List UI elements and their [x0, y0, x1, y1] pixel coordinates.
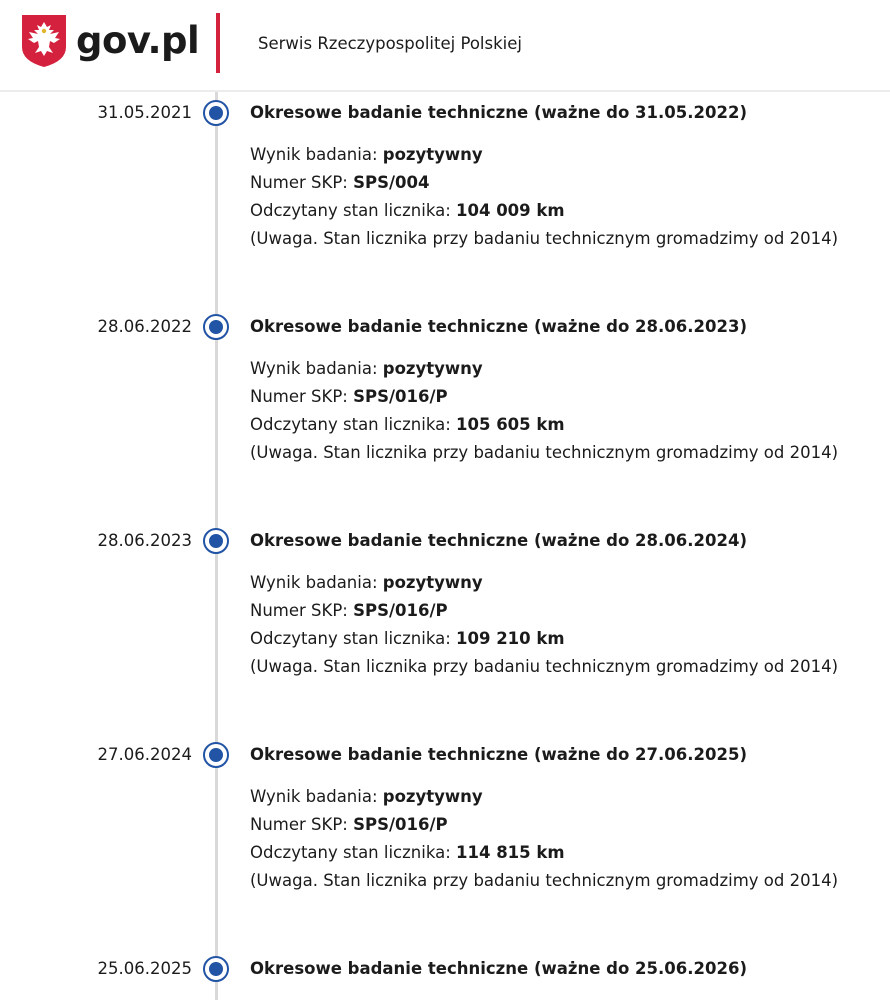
- timeline-entry: [0, 743, 890, 953]
- result-label: Wynik badania:: [250, 787, 383, 806]
- odometer-label: Odczytany stan licznika:: [250, 843, 457, 862]
- skp-value: SPS/016/P: [353, 601, 448, 620]
- odometer-note: (Uwaga. Stan licznika przy badaniu technicznym gromadzimy od 2014): [250, 871, 839, 890]
- odometer-label: Odczytany stan licznika:: [250, 415, 457, 434]
- header-divider: [216, 13, 220, 73]
- skp-value: SPS/016/P: [353, 815, 448, 834]
- timeline-dot-icon: [203, 100, 229, 126]
- result-label: Wynik badania:: [250, 145, 383, 164]
- entry-details: [250, 569, 838, 681]
- odometer-note: (Uwaga. Stan licznika przy badaniu technicznym gromadzimy od 2014): [250, 657, 839, 676]
- entry-details: [250, 783, 838, 895]
- result-label: Wynik badania:: [250, 359, 383, 378]
- entry-date: 25.06.2025: [97, 959, 192, 978]
- odometer-value: 114 815 km: [456, 843, 565, 862]
- odometer-label: Odczytany stan licznika:: [250, 629, 457, 648]
- odometer-value: 104 009 km: [456, 201, 565, 220]
- timeline-entry: [0, 529, 890, 739]
- gov-pl-logo[interactable]: gov.pl: [76, 19, 200, 62]
- entry-title: Okresowe badanie techniczne (ważne do 28.06.2023): [250, 317, 747, 336]
- timeline-entry: [0, 101, 890, 311]
- entry-details: [250, 141, 838, 253]
- result-value: pozytywny: [382, 359, 483, 378]
- entry-date: 28.06.2022: [97, 317, 192, 336]
- result-value: pozytywny: [382, 573, 483, 592]
- entry-title: Okresowe badanie techniczne (ważne do 28.06.2024): [250, 531, 747, 550]
- timeline-entry: [0, 957, 890, 1000]
- skp-label: Numer SKP:: [250, 387, 354, 406]
- skp-value: SPS/004: [353, 173, 430, 192]
- entry-details: [250, 355, 838, 467]
- odometer-value: 109 210 km: [456, 629, 565, 648]
- result-label: Wynik badania:: [250, 573, 383, 592]
- timeline-dot-icon: [203, 956, 229, 982]
- entry-date: 28.06.2023: [97, 531, 192, 550]
- service-name: Serwis Rzeczypospolitej Polskiej: [258, 34, 522, 53]
- odometer-value: 105 605 km: [456, 415, 565, 434]
- entry-title: Okresowe badanie techniczne (ważne do 31.05.2022): [250, 103, 747, 122]
- entry-date: 31.05.2021: [97, 103, 192, 122]
- white-eagle-emblem-icon: [20, 13, 68, 69]
- odometer-note: (Uwaga. Stan licznika przy badaniu technicznym gromadzimy od 2014): [250, 229, 839, 248]
- timeline-entry: [0, 315, 890, 525]
- timeline-dot-icon: [203, 742, 229, 768]
- entry-title: Okresowe badanie techniczne (ważne do 25.06.2026): [250, 959, 747, 978]
- result-value: pozytywny: [382, 787, 483, 806]
- entry-title: Okresowe badanie techniczne (ważne do 27.06.2025): [250, 745, 747, 764]
- timeline-dot-icon: [203, 314, 229, 340]
- site-header: [0, 0, 890, 92]
- timeline-dot-icon: [203, 528, 229, 554]
- odometer-note: (Uwaga. Stan licznika przy badaniu technicznym gromadzimy od 2014): [250, 443, 839, 462]
- result-value: pozytywny: [382, 145, 483, 164]
- skp-value: SPS/016/P: [353, 387, 448, 406]
- skp-label: Numer SKP:: [250, 173, 354, 192]
- entry-date: 27.06.2024: [97, 745, 192, 764]
- skp-label: Numer SKP:: [250, 601, 354, 620]
- odometer-label: Odczytany stan licznika:: [250, 201, 457, 220]
- skp-label: Numer SKP:: [250, 815, 354, 834]
